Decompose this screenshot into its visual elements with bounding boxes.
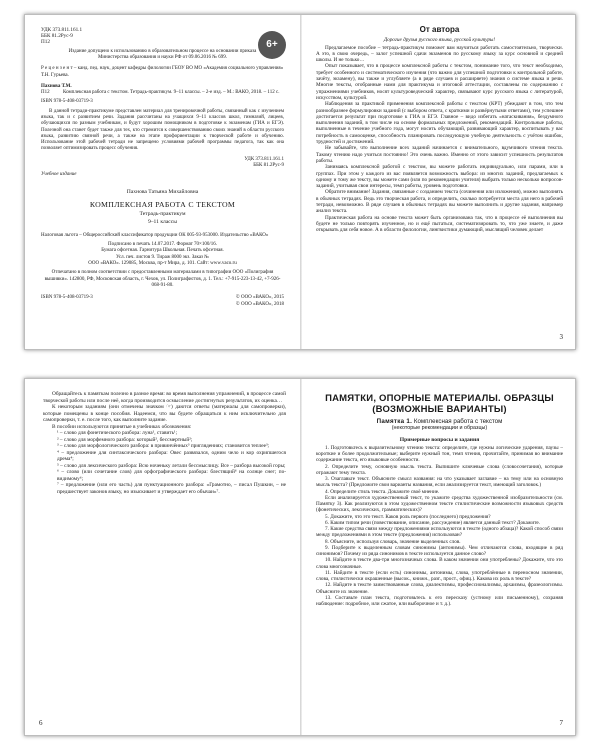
footer-isbn: ISBN 978-5-408-03719-3 xyxy=(41,295,93,301)
question-item: 9. Подберите к выделенным словам синонимы (антонимы). Чем отличаются слова, входящие в ряд синонимов? Почему из ряда синонимов в тексте используется данное слово? xyxy=(316,544,563,557)
question-item: 10. Найдите в тексте два-три многозначных слова. В каком значении они употреблены? Докажите, что это слова многозначные. xyxy=(316,557,563,570)
print-line-2: Бумага офсетная. Гарнитура Школьная. Печать офсетная. xyxy=(101,248,224,254)
page-6-text xyxy=(25,379,300,495)
imprint-page xyxy=(25,15,300,349)
preface-paragraph: Практическая работа на основе текста может быть организована так, что в процессе её выполнения вы будете не только повторять изученное, но и ещё пытаться, систематизировать то, что уже знаете, и даже открывать для себя новое. А в области филологии, лингвистики думающий, мыслящий человек делает xyxy=(316,214,563,234)
copyright-2015: © ООО «ВАКО», 2015 xyxy=(235,295,284,301)
top-spread xyxy=(24,14,576,350)
memo-label: Памятка 1. xyxy=(376,418,413,425)
question-item: 1. Подготовьтесь к выразительному чтению текста: определите, где нужны логические ударения, паузы – короткие и более продолжительные; выберите нужный тон, темп чтения, прочитайте, принимая во внимание содержание текста, его языковые особенности. xyxy=(316,444,563,464)
bibliographic-description xyxy=(41,90,284,96)
question-item: 4. Определите стиль текста. Докажите своё мнение. xyxy=(325,488,440,495)
page-number: 3 xyxy=(559,333,563,341)
author-code: П12 xyxy=(41,39,50,46)
preface-paragraph: Занимаясь комплексной работой с текстом, вы можете работать индивидуально, или парами, или в группах. При этом у каждого из вас появляется возможность выбора: из многих заданий, предлагаемых к одному и тому же тексту, вы можете сами (или по рекомендации учителя) выбрать только несколько вопросов-заданий, учитывая свои интересы, темп работы, уровень подготовки. xyxy=(316,164,563,190)
question-item: 13. Составьте план текста, подготовьтесь к его пересказу (устному или письменному), сохраняя наблюдение: подробное, или сжатое, или выборочное и т. д.). xyxy=(316,594,563,607)
legend-item: ⁶ – слово (или сочетание слов) для орфографического разбора: блестящий⁶ на солнце снег; по-видимому⁶; xyxy=(57,469,286,482)
page-number: 6 xyxy=(39,719,43,727)
section-heading: ПАМЯТКИ, ОПОРНЫЕ МАТЕРИАЛЫ. ОБРАЗЦЫ (ВОЗМОЖНЫЕ ВАРИАНТЫ) xyxy=(325,393,554,415)
legend-item: ⁵ – слово для лексического разбора: Всю ноченьку летали бессмыслицу. Все – разбора высокой горы; xyxy=(57,462,286,469)
page-6-paragraph: Обращайтесь к памяткам полезно в разное время: во время выполнения упражнений, в процессе самой творческой работы или после неё, когда производится осмысление достигнутых результатов, их оценка… xyxy=(43,391,286,404)
copyright-block xyxy=(236,295,284,308)
question-item: 12. Найдите в тексте заимствованные слова, диалектизмы, профессионализмы, архаизмы, фразеологизмы. Объясните их значение. xyxy=(316,582,563,595)
page-7-text xyxy=(302,379,576,607)
page-6 xyxy=(25,379,300,735)
tax-note: Налоговая льгота – Общероссийский классификатор продукции ОК 005-93-953000. Издательство «ВАКО» xyxy=(41,232,269,238)
isbn-line: ISBN 978-5-408-03719-3 xyxy=(41,99,93,105)
preface-paragraph: Наблюдения за практикой применения комплексной работы с текстом (КРТ) убеждают в том, что тем разнообразнее формулировки заданий (с выбором ответа, с краткими и развёрнутыми ответами), тем успешнее достигается результат при подготовке к ГИА и ЕГЭ. Главное – видо избегать «натаскивания», бездумного выполнения заданий, в том числе на основе формальных предложений, рекомендаций. Контрольные работы, выполненные в течение учебного года, могут носить обучающий, развивающий характер, воспитывать у вас потребность в самооценке, способность планировать последующую учебную деятельность с учётом ошибок, трудностей и достижений. xyxy=(316,101,563,146)
question-item: 11. Найдите в тексте (если есть) синонимы, антонимы, слова, употреблённые в переносном значении, слова, стилистически окрашенные (высок., книжн., разг., прост., офиц.). Какова их роль в тексте? xyxy=(316,569,563,582)
memo-title-text: Комплексная работа с текстом xyxy=(413,418,503,425)
printing-house: Отпечатано в полном соответствии с предоставленными материалами в типографии ООО «Полиграфия вышивки». 142800, РФ, Московская область, г. Чехов, ул. Полиграфистов, д. 1. Тел.: +7-915-223-13-42, +7-926-068-91-80. xyxy=(44,270,281,288)
imprint-block xyxy=(25,15,300,308)
questions-heading: Примерные вопросы и задания xyxy=(399,436,480,443)
legend-item: ² – слово для морфемного разбора: который², бессмертный²; xyxy=(57,436,193,443)
imprint-footer xyxy=(41,295,284,308)
page-6-paragraph: К некоторым заданиям (они отмечены значком ☞) даются ответы (материалы для самопроверки), которые помещены в конце пособия. Надеемся, что вы будете обращаться к ним исключительно для самопроверки, т. е. после того, как выполните задание. xyxy=(43,404,286,423)
preface-paragraph: Обратите внимание! Задания, связанные с созданием текста (сочинения или изложения), можно выполнять в обычных тетрадях. Ведь это творческая работа, и определить, сколько потребуется места для него в рабочей тетради, невозможно. В ряде случаев в обычных тетрадях вы можете выполнить и другие задания, например анализ текста. xyxy=(316,189,563,215)
annotation: В данной тетради-практикуме представлен материал для тренировочной работы, связанный как с изучением языка, так и с развитием речи. Задания рассчитаны на учащихся 9–11 классов школ, гимназий, лицеев, обучающихся по разным учебникам, и будут хорошим помощником в подготовке к экзаменам (ГИА и ЕГЭ). Полезной она станет будет также для тех, кто стремится к совершенствованию своих знаний в области русского языка, развитию связной речи, а также на этапе профориентации к творческой работе и обучению. Использование этой рабочей тетради не запрещено условиями рабочей программы педагога, так как она позволяет оптимизировать процесс обучения. xyxy=(41,108,284,152)
question-item: 8. Объясните, используя словарь, значение выделенных слов. xyxy=(325,538,461,545)
approval-note: Издание допущено к использованию в образовательном процессе на основании приказа Министерства образования и науки РФ от 09.06.2016 № 699. xyxy=(68,48,257,60)
udk-code-2: УДК 373.811.161.1 xyxy=(244,156,284,162)
full-author-name: Пахнова Татьяна Михайловна xyxy=(126,188,199,195)
print-line-3: Усл. печ. листов 9. Тираж 8000 экз. Заказ № xyxy=(115,254,210,260)
question-item: 6. Каким типом речи (повествование, описание, рассуждение) является данный текст? Докажите. xyxy=(325,519,541,526)
print-line-1: Подписано в печать 14.07.2017. Формат 70×100/16. xyxy=(108,242,217,248)
question-item: 5. Докажите, что это текст. Каков роль первого (последнего) предложения? xyxy=(325,513,491,520)
memo-subtitle: (некоторые рекомендации и образцы) xyxy=(391,425,488,432)
edition-note: Учебное издание xyxy=(41,172,77,178)
preface-heading: От автора xyxy=(419,25,460,34)
question-item: 3. Озаглавьте текст. Объясните смысл названия: на что указывает заглавие – на тему или на основную мысль текста? (Предложите свои варианты названия, если анализируется текст, имеющий заголовок.) xyxy=(316,476,563,489)
author-code-2: П12 xyxy=(41,90,50,96)
legend-item: ⁷ – предложение (или его часть) для пунктуационного разбора: «Грамотно, – писал Пушкин, – не предшествует законов языку, но изыскивает и утверждает его обычаи»⁷. xyxy=(57,482,286,495)
book-title: КОМПЛЕКСНАЯ РАБОТА С ТЕКСТОМ xyxy=(89,199,236,209)
udk-code: УДК 373.811.161.1 xyxy=(41,27,83,33)
question-item: Если анализируется художественный текст, то укажите средства художественной изобразительности (см. Памятку 3). Как реализуются в этом художественном тексте стилистические возможности языковых средств (фонетических, лексических, грамматических)? xyxy=(316,494,563,514)
preface-paragraph: Опыт показывает, что в процессе комплексной работы с текстом, понимание того, что текст необходимо, требует особенного и систематического изучения (что важно для успешной подготовки к контрольной работе, зачёту, экзамену), вы также и углубляете (а в ряде случаев и расширяете) знания о системе языка и речи. Многие тексты, отобранные нами для практикума и итоговой аттестации, составлены по содержанию с упражнениями учебников, носят культуроведческий характер, связывают курс русского языка с литературой, искусством, культурой. xyxy=(316,63,563,101)
page-7 xyxy=(302,379,576,735)
description-text: Комплексная работа с текстом. Тетрадь-практикум. 9–11 классы. – 2-е изд. – М.: ВАКО, 2018. – 112 с. xyxy=(63,90,280,96)
reviewers-note: Р е ц е н з е н т – канд. пед. наук, доцент кафедры филологии ГБОУ ВО МО «Академия социального управления» Т.Н. Гурьева. xyxy=(41,66,284,78)
preface-page xyxy=(302,15,576,349)
legend-item: ¹ – слово для фонетического разбора: луна¹, ставить¹; xyxy=(57,430,178,436)
legend-item: ⁴ – предложение для синтаксического разбора: Овес развязался, одним чело и кор охрипшегося дрема⁴; xyxy=(57,449,286,462)
page-number: 7 xyxy=(559,719,563,727)
book-subtitle: Тетрадь-практикум xyxy=(139,211,186,218)
age-rating-badge: 6+ xyxy=(258,31,286,59)
page-6-paragraph: В пособии используются принятые в учебниках обозначения: xyxy=(52,423,192,430)
bbk-code-2: ББК 81.2Рус-9 xyxy=(253,163,284,169)
author-short: Пахнова Т.М. xyxy=(41,83,72,89)
preface-block xyxy=(302,15,576,234)
publisher-address: ООО «ВАКО». 129085, Москва, пр-т Мира, д. 101. Сайт: www.vaco.ru xyxy=(88,261,237,267)
preface-paragraph: Предлагаемое пособие – тетрадь-практикум поможет вам научиться работать самостоятельно, творчески. А это, в свою очередь, – залог успешной сдачи экзаменов по русскому языку за курс основной и средней школы. И не только… xyxy=(316,44,563,64)
question-item: 2. Определите тему, основную мысль текста. Выпишите ключевые слова (словосочетания), которые отражают тему текста. xyxy=(316,463,563,476)
bottom-spread xyxy=(24,378,576,736)
bbk-code: ББК 81.2Рус-9 xyxy=(41,33,73,40)
legend-item: ³ – слово для морфологического разбора: в привинчённых³ приглядениях; становится теплее³; xyxy=(57,443,270,449)
preface-greeting: Дорогие друзья русского языка, русской культуры! xyxy=(383,37,496,44)
copyright-2018: © ООО «ВАКО», 2018 xyxy=(235,301,284,307)
preface-paragraph: Не забывайте, что выполнение всех заданий начинается с внимательного, вдумчивого чтения текста. Такому чтению надо учиться постоянно! Это очень важно. Именно от этого зависит успешность результатов работы. xyxy=(316,145,563,164)
question-item: 7. Какие средства связи между предложениями используются в тексте (одного абзаца)? Какой способ связи между предложениями в этом тексте (предложения) использован? xyxy=(316,526,563,539)
book-grades: 9–11 классы xyxy=(147,218,178,225)
